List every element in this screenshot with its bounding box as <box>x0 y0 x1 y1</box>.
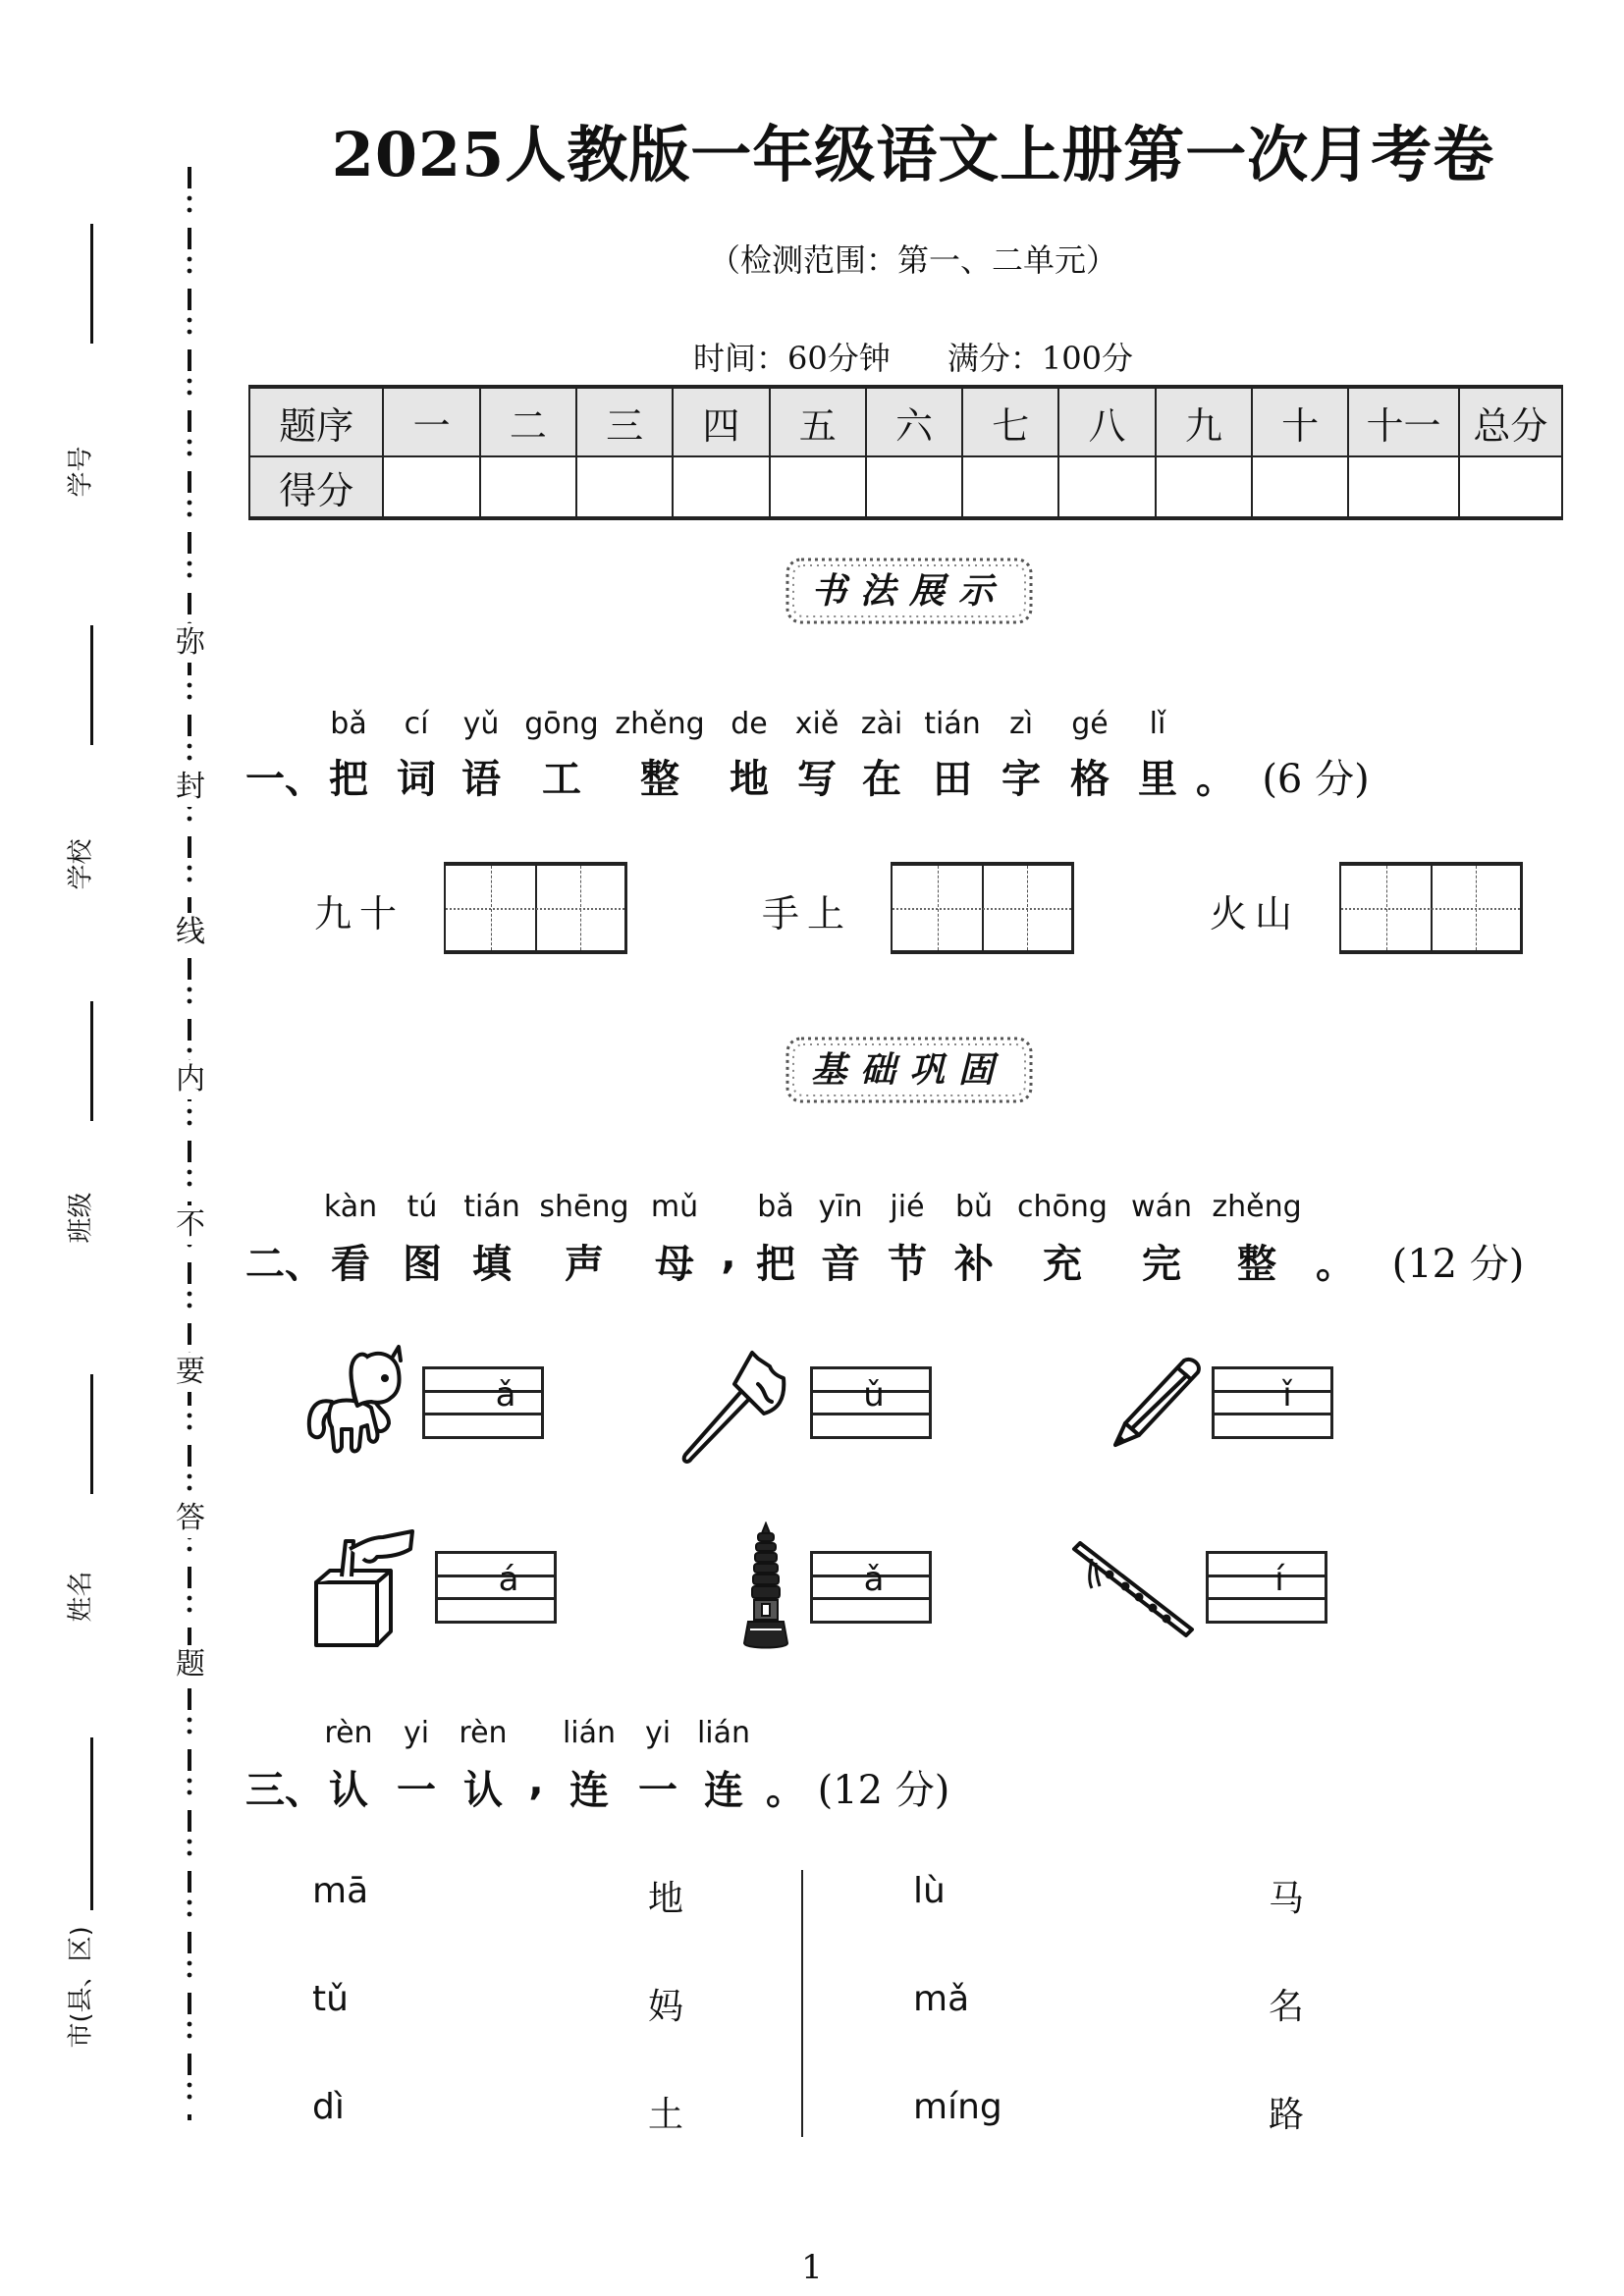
pinyin: rèn <box>324 1716 373 1750</box>
given-vowel: á <box>498 1560 519 1599</box>
pinyin: kàn <box>323 1190 378 1224</box>
score-table-column: 二 <box>480 387 576 456</box>
score-table-column: 十一 <box>1348 387 1459 456</box>
seal-char: 要 <box>171 1353 210 1392</box>
heading-char: 把 <box>329 757 368 802</box>
pinyin: cí <box>404 707 429 741</box>
heading-char: 语 <box>461 757 501 802</box>
basics-banner-text: 基础巩固 <box>810 1049 1007 1091</box>
pinyin: bǎ <box>330 707 367 741</box>
heading-char: 写 <box>797 757 837 802</box>
page-number: 1 <box>801 2248 823 2287</box>
match-char[interactable]: 名 <box>1269 1987 1305 2027</box>
heading-char: 认 <box>329 1768 368 1813</box>
heading-char: 一 <box>638 1768 677 1813</box>
heading-char: 补 <box>954 1242 994 1287</box>
seal-char: 弥 <box>171 623 210 663</box>
calligraphy-banner-text: 书法展示 <box>810 570 1007 612</box>
score-cell[interactable] <box>1058 456 1155 518</box>
score-cell[interactable] <box>480 456 576 518</box>
match-divider <box>801 1870 803 2137</box>
pinyin: rèn <box>459 1716 508 1750</box>
match-char[interactable]: 土 <box>648 2095 684 2135</box>
score-table-column: 三 <box>576 387 673 456</box>
heading-char: 看 <box>331 1242 370 1287</box>
pinyin: xiě <box>794 707 839 741</box>
heading-char: 田 <box>933 757 972 802</box>
score-table-column: 十 <box>1252 387 1348 456</box>
basics-banner <box>776 1029 1043 1111</box>
pinyin: yi <box>644 1716 672 1750</box>
pinyin: gōng <box>524 707 599 741</box>
pinyin: zhěng <box>1212 1190 1302 1224</box>
heading-char: 。 <box>1316 1242 1355 1287</box>
copy-word: 九十 <box>314 892 406 935</box>
heading-char: 完 <box>1142 1242 1181 1287</box>
pinyin: bǎ <box>757 1190 794 1224</box>
calligraphy-banner <box>776 550 1043 632</box>
score-table-column: 总分 <box>1459 387 1562 456</box>
match-char[interactable]: 地 <box>648 1879 684 1919</box>
pagoda-icon <box>736 1522 795 1653</box>
heading-char: 图 <box>403 1242 442 1287</box>
four-line-grid[interactable] <box>1212 1366 1333 1439</box>
heading-char: 词 <box>397 757 436 802</box>
pinyin: yīn <box>818 1190 863 1224</box>
score-table-column: 九 <box>1156 387 1252 456</box>
grid-line <box>446 908 624 910</box>
heading-char: 母 <box>655 1242 694 1287</box>
given-vowel: ǎ <box>863 1560 885 1599</box>
question-number: 三、 <box>245 1768 324 1813</box>
flute-icon <box>1070 1541 1198 1639</box>
heading-char: 认 <box>463 1768 503 1813</box>
question-number: 二、 <box>245 1242 324 1287</box>
heading-char: , <box>528 1759 544 1804</box>
match-char[interactable]: 马 <box>1269 1879 1305 1919</box>
pinyin: lián <box>562 1716 617 1750</box>
pinyin: bǔ <box>954 1190 994 1224</box>
q2-heading <box>0 1233 1624 1287</box>
pinyin: zhěng <box>615 707 705 741</box>
tianzige-grid[interactable] <box>444 862 627 954</box>
heading-char: 充 <box>1043 1242 1082 1287</box>
pinyin: chōng <box>1017 1190 1108 1224</box>
ballot-box-icon <box>312 1527 422 1647</box>
match-pinyin[interactable]: tǔ <box>312 1979 349 2019</box>
q3-pinyin <box>0 1716 1624 1751</box>
city-label: 市(县、区) <box>66 1926 96 2049</box>
heading-char: 。 <box>766 1768 805 1813</box>
heading-char: 连 <box>704 1768 743 1813</box>
heading-char: 。 <box>1196 757 1235 802</box>
axe-icon <box>676 1349 791 1465</box>
tianzige-grid[interactable] <box>1339 862 1523 954</box>
exam-full-score: 满分：100分 <box>947 340 1133 377</box>
given-vowel: ǔ <box>863 1375 885 1415</box>
name-underline[interactable] <box>90 1374 93 1494</box>
pinyin: lián <box>696 1716 751 1750</box>
grid-line <box>893 908 1071 910</box>
given-vowel: í <box>1274 1560 1284 1599</box>
name-label: 姓名 <box>66 1571 96 1623</box>
score-cell[interactable] <box>770 456 866 518</box>
heading-char: 音 <box>821 1242 860 1287</box>
score-cell[interactable] <box>576 456 673 518</box>
seal-line <box>176 167 205 2120</box>
score-cell[interactable] <box>1348 456 1459 518</box>
heading-char: 里 <box>1138 757 1177 802</box>
pinyin: yǔ <box>462 707 500 741</box>
q1-pinyin <box>0 707 1624 742</box>
score-table-score-row <box>249 456 1562 518</box>
match-char[interactable]: 妈 <box>648 1987 684 2027</box>
copy-word: 手上 <box>762 892 853 935</box>
given-vowel: ǐ <box>1282 1375 1292 1415</box>
grid-line <box>1341 908 1520 910</box>
school-label: 学校 <box>66 838 96 890</box>
pinyin: wán <box>1131 1190 1192 1224</box>
match-pinyin[interactable]: mā <box>312 1871 369 1911</box>
score-table <box>248 385 1563 520</box>
class-label: 班级 <box>66 1192 96 1244</box>
question-score: (12 分) <box>817 1768 950 1813</box>
heading-char: 整 <box>1237 1242 1276 1287</box>
score-cell[interactable] <box>1252 456 1348 518</box>
pinyin: gé <box>1071 707 1109 741</box>
heading-char: 地 <box>730 757 769 802</box>
heading-char: 连 <box>569 1768 609 1813</box>
score-table-column: 七 <box>962 387 1058 456</box>
pencil-icon <box>1110 1355 1204 1449</box>
seal-char: 答 <box>171 1499 210 1538</box>
pinyin: tián <box>924 707 981 741</box>
four-line-grid[interactable] <box>810 1366 932 1439</box>
tianzige-grid[interactable] <box>891 862 1074 954</box>
exam-time: 时间：60分钟 <box>693 340 891 377</box>
four-line-grid[interactable] <box>435 1551 557 1624</box>
q2-pinyin <box>0 1190 1624 1225</box>
match-pinyin[interactable]: lù <box>913 1871 946 1911</box>
match-pinyin[interactable]: dì <box>312 2087 345 2127</box>
seal-char: 封 <box>171 768 210 807</box>
heading-char: 工 <box>542 757 581 802</box>
pinyin: jié <box>890 1190 925 1224</box>
score-table-column: 五 <box>770 387 866 456</box>
score-table-row-header: 得分 <box>249 456 383 518</box>
pinyin: tú <box>406 1190 438 1224</box>
score-table-column: 六 <box>866 387 962 456</box>
pinyin: mǔ <box>650 1190 699 1224</box>
four-line-grid[interactable] <box>422 1366 544 1439</box>
heading-char: 格 <box>1070 757 1110 802</box>
pinyin: tián <box>463 1190 520 1224</box>
class-underline[interactable] <box>90 1001 93 1121</box>
heading-char: 整 <box>640 757 679 802</box>
score-cell[interactable] <box>1459 456 1562 518</box>
heading-char: 声 <box>565 1242 604 1287</box>
student-id-label: 学号 <box>66 446 96 498</box>
match-char[interactable]: 路 <box>1269 2095 1305 2135</box>
seal-char: 内 <box>171 1060 210 1099</box>
exam-info <box>255 334 1571 379</box>
seal-char: 题 <box>171 1645 210 1684</box>
score-cell[interactable] <box>962 456 1058 518</box>
exam-title: 2025人教版一年级语文上册第一次月考卷 <box>331 119 1495 190</box>
score-cell[interactable] <box>383 456 479 518</box>
seal-char: 线 <box>171 913 210 952</box>
score-table-row-header: 题序 <box>249 387 383 456</box>
pinyin: shēng <box>539 1190 629 1224</box>
exam-scope: （检测范围：第一、二单元） <box>708 241 1117 279</box>
heading-char: 节 <box>888 1242 927 1287</box>
four-line-grid[interactable] <box>810 1551 932 1624</box>
heading-char: 在 <box>862 757 901 802</box>
score-table-column: 一 <box>383 387 479 456</box>
pinyin: lǐ <box>1149 707 1166 741</box>
student-id-underline[interactable] <box>90 224 93 344</box>
four-line-grid[interactable] <box>1206 1551 1327 1624</box>
question-number: 一、 <box>245 757 324 802</box>
q3-heading <box>0 1759 1624 1813</box>
score-cell[interactable] <box>866 456 962 518</box>
score-table-column: 八 <box>1058 387 1155 456</box>
seal-char: 不 <box>171 1205 210 1245</box>
score-table-column: 四 <box>673 387 769 456</box>
heading-char: , <box>721 1233 736 1278</box>
dashed-seal-line <box>185 167 194 2120</box>
score-table-header-row <box>249 387 1562 456</box>
pinyin: de <box>731 707 768 741</box>
heading-char: 一 <box>397 1768 436 1813</box>
pinyin: zài <box>860 707 903 741</box>
question-score: (12 分) <box>1391 1242 1525 1287</box>
pinyin: yi <box>403 1716 430 1750</box>
heading-char: 填 <box>472 1242 512 1287</box>
given-vowel: ǎ <box>495 1375 516 1415</box>
pinyin: zì <box>1008 707 1034 741</box>
q1-heading <box>0 748 1624 802</box>
heading-char: 把 <box>756 1242 795 1287</box>
heading-char: 字 <box>1001 757 1041 802</box>
question-score: (6 分) <box>1262 757 1370 802</box>
score-cell[interactable] <box>1156 456 1252 518</box>
match-pinyin[interactable]: míng <box>913 2087 1002 2127</box>
copy-word: 火山 <box>1210 892 1301 935</box>
match-pinyin[interactable]: mǎ <box>913 1979 970 2019</box>
pony-icon <box>302 1343 408 1461</box>
score-cell[interactable] <box>673 456 769 518</box>
